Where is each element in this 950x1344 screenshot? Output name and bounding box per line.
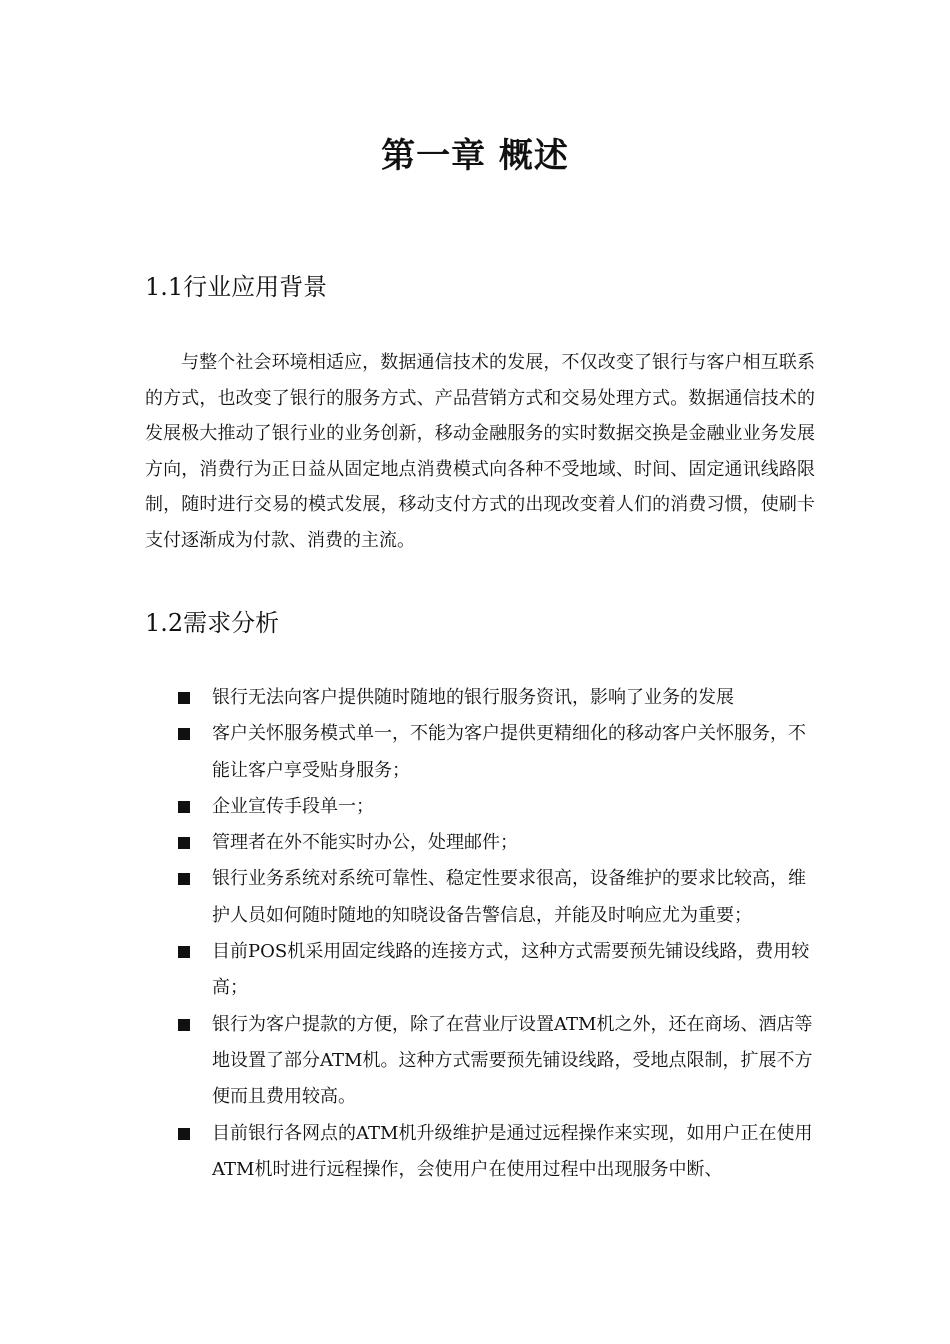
section-number: 1.1 <box>145 273 184 301</box>
list-item <box>178 1116 823 1189</box>
square-bullet-icon <box>178 801 190 813</box>
list-item-text: 银行无法向客户提供随时随地的银行服务资讯，影响了业务的发展 <box>212 687 734 708</box>
section-title: 行业应用背景 <box>183 273 328 301</box>
square-bullet-icon <box>178 946 190 958</box>
list-item <box>178 789 823 825</box>
list-item <box>178 934 823 1007</box>
list-item-text: 企业宣传手段单一； <box>212 795 374 817</box>
square-bullet-icon <box>178 1128 190 1140</box>
list-item-text: 目前银行各网点的ATM机升级维护是通过远程操作来实现，如用户正在使用ATM机时进行远程操作，会使用户在使用过程中出现服务中断、 <box>212 1122 813 1180</box>
list-item-text: 目前POS机采用固定线路的连接方式，这种方式需要预先铺设线路，费用较高； <box>212 941 810 999</box>
list-item-text: 管理者在外不能实时办公，处理邮件； <box>212 832 518 854</box>
list-item <box>178 716 823 789</box>
list-item <box>178 680 823 716</box>
list-item <box>178 861 823 934</box>
list-item-text: 银行为客户提款的方便，除了在营业厅设置ATM机之外，还在商场、酒店等地设置了部分ATM机。这种方式需要预先铺设线路，受地点限制，扩展不方便而且费用较高。 <box>212 1013 813 1108</box>
list-item-text: 客户关怀服务模式单一，不能为客户提供更精细化的移动客户关怀服务，不能让客户享受贴身服务； <box>212 723 806 781</box>
list-item <box>178 1007 823 1116</box>
list-item <box>178 825 823 861</box>
square-bullet-icon <box>178 728 190 740</box>
section-heading-1-2 <box>145 603 279 638</box>
square-bullet-icon <box>178 873 190 885</box>
section-heading-1-1 <box>145 267 327 302</box>
section-title: 需求分析 <box>183 609 280 637</box>
background-paragraph: 与整个社会环境相适应，数据通信技术的发展，不仅改变了银行与客户相互联系的方式，也改变了银行的服务方式、产品营销方式和交易处理方式。数据通信技术的发展极大推动了银行业的业务创新，移动金融服务的实时数据交换是金融业业务发展方向，消费行为正日益从固定地点消费模式向各种不受地域、时间、固定通讯线路限制，随时进行交易的模式发展，移动支付方式的出现改变着人们的消费习惯，使刷卡支付逐渐成为付款、消费的主流。 <box>145 352 815 551</box>
list-item-text: 银行业务系统对系统可靠性、稳定性要求很高，设备维护的要求比较高，维护人员如何随时随地的知晓设备告警信息，并能及时响应尤为重要； <box>212 868 806 926</box>
requirements-list <box>178 680 823 1188</box>
section-number: 1.2 <box>145 609 184 637</box>
square-bullet-icon <box>178 692 190 704</box>
square-bullet-icon <box>178 1019 190 1031</box>
chapter-title: 第一章 概述 <box>381 136 569 176</box>
square-bullet-icon <box>178 837 190 849</box>
